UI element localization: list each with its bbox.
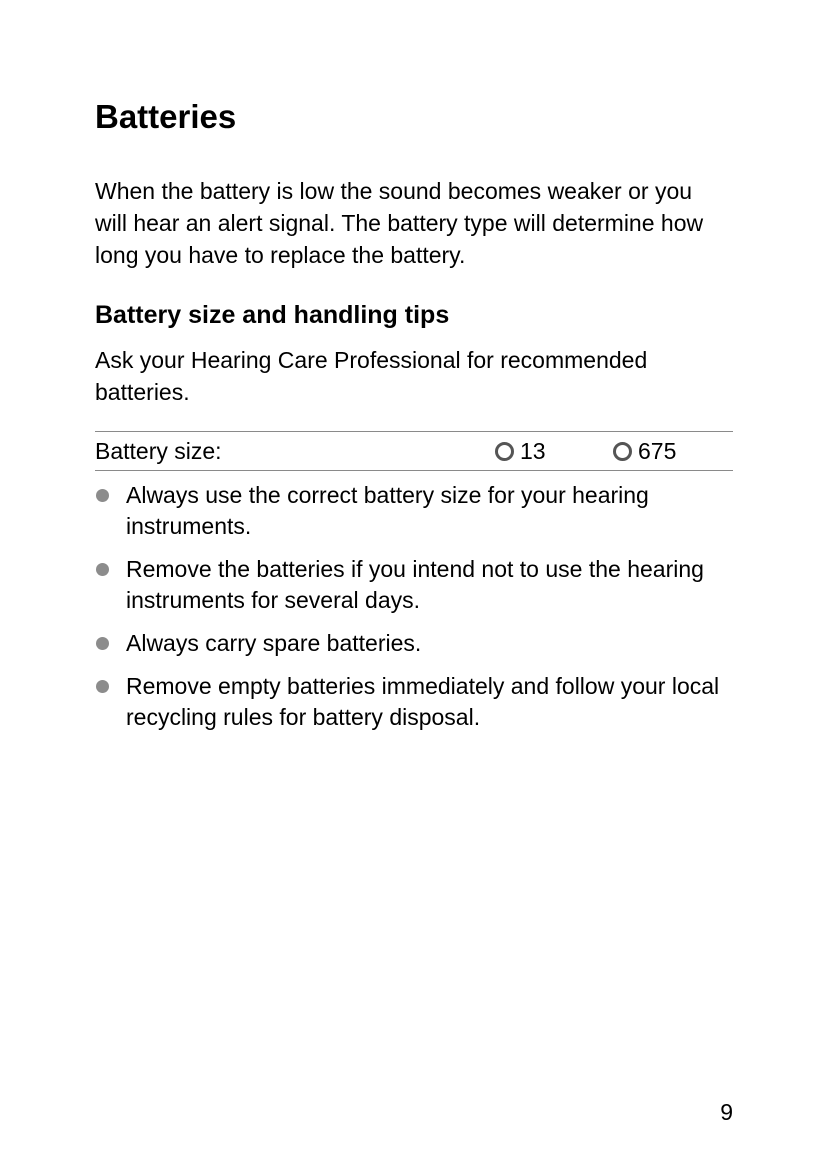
bullet-icon bbox=[96, 680, 109, 693]
battery-size-value: 675 bbox=[638, 438, 677, 464]
radio-empty-icon bbox=[495, 442, 514, 461]
tip-text: Remove the batteries if you intend not to use the hearing instruments for several days. bbox=[126, 556, 704, 613]
list-item bbox=[95, 554, 733, 616]
battery-size-row bbox=[95, 431, 733, 471]
page-number: 9 bbox=[720, 1099, 733, 1125]
battery-size-option-675[interactable] bbox=[613, 437, 676, 465]
battery-size-value: 13 bbox=[520, 438, 546, 464]
list-item bbox=[95, 628, 733, 659]
handling-tips-list bbox=[95, 480, 733, 745]
bullet-icon bbox=[96, 637, 109, 650]
list-item bbox=[95, 671, 733, 733]
battery-size-option-13[interactable] bbox=[495, 437, 546, 465]
bullet-icon bbox=[96, 563, 109, 576]
recommendation-paragraph: Ask your Hearing Care Professional for recommended batteries. bbox=[95, 347, 648, 405]
tip-text: Always use the correct battery size for your hearing instruments. bbox=[126, 482, 649, 539]
bullet-icon bbox=[96, 489, 109, 502]
intro-paragraph: When the battery is low the sound becomes weaker or you will hear an alert signal. The battery type will determine how long you have to replace the battery. bbox=[95, 178, 704, 268]
tip-text: Remove empty batteries immediately and follow your local recycling rules for battery disposal. bbox=[126, 673, 720, 730]
section-title: Battery size and handling tips bbox=[95, 301, 450, 329]
radio-empty-icon bbox=[613, 442, 632, 461]
list-item bbox=[95, 480, 733, 542]
document-page bbox=[95, 0, 733, 1166]
page-title: Batteries bbox=[95, 98, 237, 135]
tip-text: Always carry spare batteries. bbox=[126, 630, 422, 656]
battery-size-label: Battery size: bbox=[95, 438, 222, 464]
